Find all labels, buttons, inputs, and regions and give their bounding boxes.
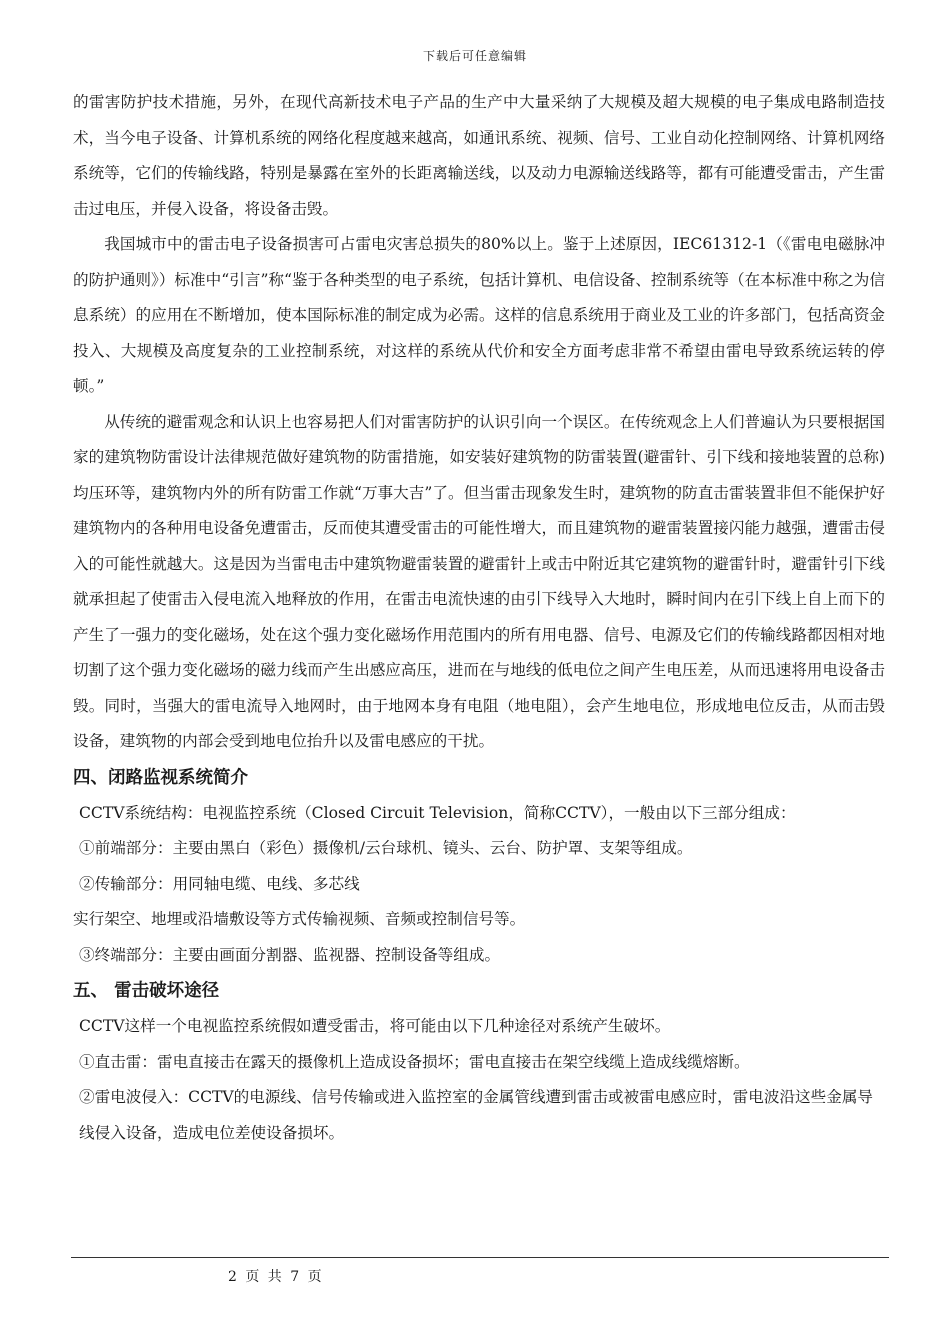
list-item-wave-intrusion: ②雷电波侵入：CCTV的电源线、信号传输或进入监控室的金属管线遭到雷击或被雷电感应时，雷电波沿这些金属导线侵入设备，造成电位差使设备损坏。 [79, 1088, 874, 1142]
page-number: 2 页 共 7 页 [228, 1269, 324, 1285]
list-item-direct-strike: ①直击雷：雷电直接击在露天的摄像机上造成设备损坏；雷电直接击在架空线缆上造成线缆熔断。 [79, 1052, 750, 1071]
section-heading-damage-paths: 五、 雷击破坏途径 [73, 981, 220, 1001]
section-heading-cctv-overview: 四、闭路监视系统简介 [73, 767, 248, 788]
paragraph-lightning-protection-intro: 的雷害防护技术措施，另外，在现代高新技术电子产品的生产中大量采纳了大规模及超大规模的电子集成电路制造技术，当今电子设备、计算机系统的网络化程度越来越高，如通讯系统、视频、信号、工业自动化控制网络、计算机网络系统等，它们的传输线路，特别是暴露在室外的长距离输送线，以及动力电源输送线路等，都有可能遭受雷击，产生雷击过电压，并侵入设备，将设备击毁。 [73, 93, 885, 218]
list-item-front-end: ①前端部分：主要由黑白（彩色）摄像机/云台球机、镜头、云台、防护罩、支架等组成。 [79, 839, 693, 857]
footer-divider [71, 1257, 889, 1258]
list-item-transmission-cont: 实行架空、地埋或沿墙敷设等方式传输视频、音频或控制信号等。 [73, 910, 526, 928]
damage-paths-intro: CCTV这样一个电视监控系统假如遭受雷击，将可能由以下几种途径对系统产生破坏。 [79, 1017, 671, 1035]
document-body [73, 85, 885, 1151]
list-item-transmission: ②传输部分：用同轴电缆、电线、多芯线 [79, 874, 360, 893]
paragraph-traditional-misconception: 从传统的避雷观念和认识上也容易把人们对雷害防护的认识引向一个误区。在传统观念上人们普遍认为只要根据国家的建筑物防雷设计法律规范做好建筑物的防雷措施，如安装好建筑物的防雷装置(避雷针、引下线和接地装置的总称)均压环等，建筑物内外的所有防雷工作就“万事大吉”了。但当雷击现象发生时，建筑物的防直击雷装置非但不能保护好建筑物内的各种用电设备免遭雷击，反而使其遭受雷击的可能性增大，而且建筑物的避雷装置接闪能力越强，遭雷击侵入的可能性就越大。这是因为当雷电击中建筑物避雷装置的避雷针上或击中附近其它建筑物的避雷针时，避雷针引下线就承担起了使雷击入侵电流入地释放的作用，在雷击电流快速的由引下线导入大地时，瞬时间内在引下线上自上而下的产生了一强力的变化磁场，处在这个强力变化磁场作用范围内的所有用电器、信号、电源及它们的传输线路都因相对地切割了这个强力变化磁场的磁力线而产生出感应高压，进而在与地线的低电位之间产生电压差，从而迅速将用电设备击毁。同时，当强大的雷电流导入地网时，由于地网本身有电阻（地电阻），会产生地电位，形成地电位反击，从而击毁设备，建筑物的内部会受到地电位抬升以及雷电感应的干扰。 [73, 412, 885, 750]
list-item-terminal: ③终端部分：主要由画面分割器、监视器、控制设备等组成。 [79, 945, 501, 964]
page-header: 下载后可任意编辑 [422, 49, 527, 63]
paragraph-iec-standard: 我国城市中的雷击电子设备损害可占雷电灾害总损失的80%以上。鉴于上述原因，IEC61312-1（《雷电电磁脉冲的防护通则》）标准中“引言”称“鉴于各种类型的电子系统，包括计算机、电信设备、控制系统等（在本标准中称之为信息系统）的应用在不断增加，使本国际标准的制定成为必需。这样的信息系统用于商业及工业的许多部门，包括高资金投入、大规模及高度复杂的工业控制系统，对这样的系统从代价和安全方面考虑非常不希望由雷电导致系统运转的停顿。” [73, 235, 885, 395]
cctv-structure-intro: CCTV系统结构：电视监控系统（Closed Circuit Television，简称CCTV），一般由以下三部分组成： [79, 803, 796, 822]
